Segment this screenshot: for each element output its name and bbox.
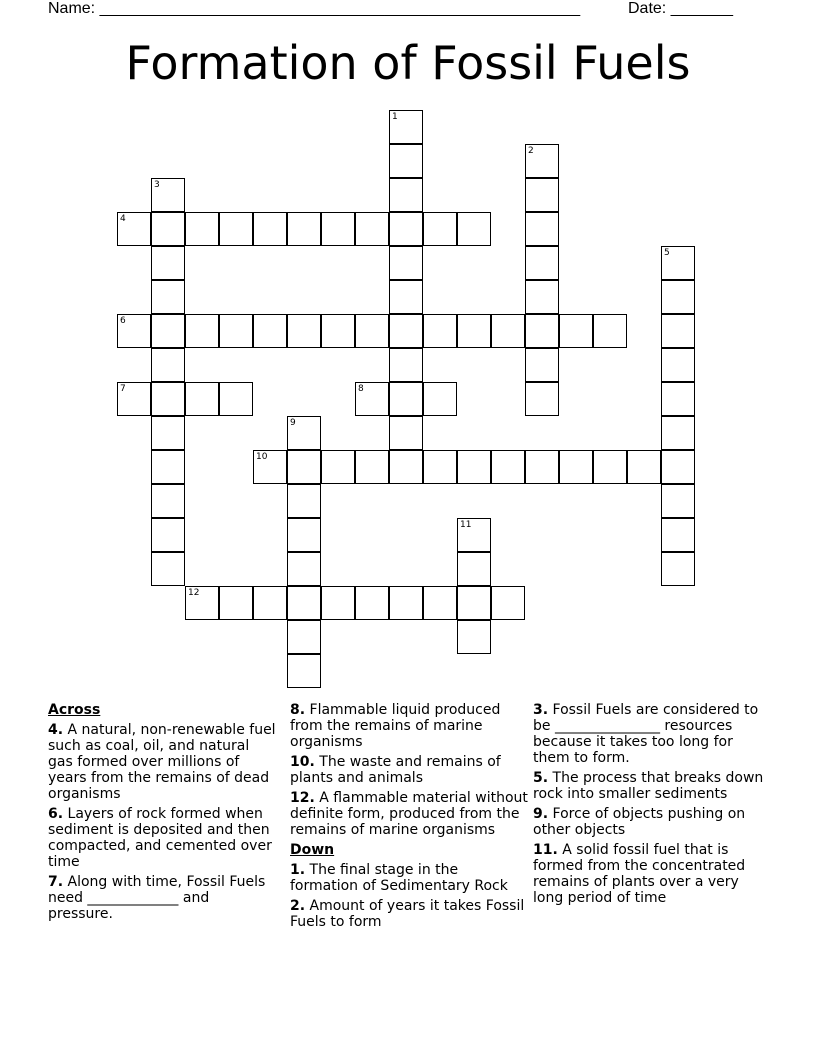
grid-cell[interactable] bbox=[525, 450, 559, 484]
clue-number: 5. bbox=[533, 770, 549, 786]
grid-cell[interactable] bbox=[355, 450, 389, 484]
grid-cell[interactable] bbox=[525, 144, 559, 178]
grid-cell[interactable] bbox=[389, 212, 423, 246]
grid-cell[interactable] bbox=[355, 314, 389, 348]
clue-number: 9. bbox=[533, 806, 549, 822]
grid-cell[interactable] bbox=[355, 212, 389, 246]
clue-down-1 bbox=[290, 862, 528, 894]
grid-cell-number: 3 bbox=[154, 180, 160, 190]
grid-cell[interactable] bbox=[287, 620, 321, 654]
grid-cell[interactable] bbox=[525, 382, 559, 416]
clue-down-2 bbox=[290, 898, 528, 930]
grid-cell[interactable] bbox=[321, 586, 355, 620]
grid-cell[interactable] bbox=[287, 212, 321, 246]
grid-cell-number: 8 bbox=[358, 384, 364, 394]
grid-cell[interactable] bbox=[253, 212, 287, 246]
clue-number: 3. bbox=[533, 702, 549, 718]
grid-cell[interactable] bbox=[661, 518, 695, 552]
grid-cell[interactable] bbox=[151, 212, 185, 246]
grid-cell[interactable] bbox=[185, 314, 219, 348]
across-heading: Across bbox=[48, 702, 101, 718]
clue-number: 12. bbox=[290, 790, 315, 806]
grid-cell[interactable] bbox=[661, 552, 695, 586]
grid-cell[interactable] bbox=[151, 416, 185, 450]
grid-cell-number: 2 bbox=[528, 146, 534, 156]
grid-cell-number: 6 bbox=[120, 316, 126, 326]
grid-cell[interactable] bbox=[559, 314, 593, 348]
grid-cell[interactable] bbox=[389, 586, 423, 620]
grid-cell-number: 7 bbox=[120, 384, 126, 394]
grid-cell[interactable] bbox=[321, 314, 355, 348]
grid-cell[interactable] bbox=[287, 484, 321, 518]
clue-across-4 bbox=[48, 722, 278, 802]
clue-text: Fossil Fuels are considered to be _______________ resources because it takes too long for them to form. bbox=[533, 702, 759, 766]
grid-cell[interactable] bbox=[117, 212, 151, 246]
grid-cell[interactable] bbox=[389, 110, 423, 144]
grid-cell[interactable] bbox=[457, 450, 491, 484]
clue-number: 7. bbox=[48, 874, 64, 890]
grid-cell[interactable] bbox=[525, 314, 559, 348]
grid-cell[interactable] bbox=[355, 382, 389, 416]
grid-cell[interactable] bbox=[389, 382, 423, 416]
grid-cell[interactable] bbox=[117, 314, 151, 348]
grid-cell-number: 4 bbox=[120, 214, 126, 224]
grid-cell[interactable] bbox=[525, 178, 559, 212]
clue-text: The process that breaks down rock into smaller sediments bbox=[533, 770, 764, 802]
clue-number: 10. bbox=[290, 754, 315, 770]
grid-cell[interactable] bbox=[253, 450, 287, 484]
grid-cell[interactable] bbox=[287, 586, 321, 620]
grid-cell[interactable] bbox=[423, 314, 457, 348]
grid-cell[interactable] bbox=[287, 552, 321, 586]
clue-text: A flammable material without definite form, produced from the remains of marine organisms bbox=[290, 790, 528, 838]
grid-cell[interactable] bbox=[185, 382, 219, 416]
grid-cell[interactable] bbox=[661, 280, 695, 314]
grid-cell[interactable] bbox=[457, 552, 491, 586]
grid-cell[interactable] bbox=[389, 348, 423, 382]
grid-cell[interactable] bbox=[627, 450, 661, 484]
clue-text: The final stage in the formation of Sedimentary Rock bbox=[290, 862, 508, 894]
clue-down-5 bbox=[533, 770, 773, 802]
grid-cell[interactable] bbox=[151, 314, 185, 348]
grid-cell[interactable] bbox=[389, 450, 423, 484]
clue-text: Layers of rock formed when sediment is deposited and then compacted, and cemented over time bbox=[48, 806, 272, 870]
grid-cell[interactable] bbox=[593, 450, 627, 484]
grid-cell[interactable] bbox=[661, 416, 695, 450]
grid-cell[interactable] bbox=[151, 348, 185, 382]
grid-cell[interactable] bbox=[661, 348, 695, 382]
grid-cell[interactable] bbox=[661, 382, 695, 416]
grid-cell[interactable] bbox=[151, 518, 185, 552]
grid-cell[interactable] bbox=[355, 586, 389, 620]
grid-cell-number: 9 bbox=[290, 418, 296, 428]
grid-cell[interactable] bbox=[185, 586, 219, 620]
clue-text: A natural, non-renewable fuel such as coal, oil, and natural gas formed over millions of years from the remains of dead organisms bbox=[48, 722, 276, 802]
grid-cell[interactable] bbox=[321, 212, 355, 246]
grid-cell[interactable] bbox=[287, 518, 321, 552]
grid-cell[interactable] bbox=[661, 450, 695, 484]
grid-cell[interactable] bbox=[185, 212, 219, 246]
grid-cell[interactable] bbox=[287, 450, 321, 484]
grid-cell-number: 11 bbox=[460, 520, 472, 530]
grid-cell[interactable] bbox=[423, 212, 457, 246]
clue-across-8 bbox=[290, 702, 528, 750]
clue-text: Flammable liquid produced from the remains of marine organisms bbox=[290, 702, 501, 750]
clue-down-9 bbox=[533, 806, 773, 838]
date-field-label: Date: _______ bbox=[628, 0, 733, 17]
grid-cell[interactable] bbox=[287, 654, 321, 688]
grid-cell[interactable] bbox=[151, 280, 185, 314]
grid-cell[interactable] bbox=[253, 314, 287, 348]
clue-down-3 bbox=[533, 702, 773, 766]
grid-cell[interactable] bbox=[491, 586, 525, 620]
clue-across-10 bbox=[290, 754, 528, 786]
grid-cell[interactable] bbox=[151, 552, 185, 586]
grid-cell[interactable] bbox=[525, 212, 559, 246]
clue-number: 4. bbox=[48, 722, 64, 738]
grid-cell[interactable] bbox=[219, 382, 253, 416]
grid-cell-number: 10 bbox=[256, 452, 268, 462]
clue-number: 6. bbox=[48, 806, 64, 822]
grid-cell[interactable] bbox=[525, 348, 559, 382]
grid-cell[interactable] bbox=[525, 280, 559, 314]
clue-text: A solid fossil fuel that is formed from the concentrated remains of plants over a very long period of time bbox=[533, 842, 746, 906]
grid-cell[interactable] bbox=[389, 416, 423, 450]
clue-text: The waste and remains of plants and animals bbox=[290, 754, 501, 786]
grid-cell[interactable] bbox=[219, 586, 253, 620]
grid-cell[interactable] bbox=[661, 314, 695, 348]
grid-cell[interactable] bbox=[559, 450, 593, 484]
grid-cell[interactable] bbox=[117, 382, 151, 416]
grid-cell[interactable] bbox=[151, 246, 185, 280]
grid-cell[interactable] bbox=[457, 620, 491, 654]
grid-cell[interactable] bbox=[151, 484, 185, 518]
grid-cell[interactable] bbox=[151, 178, 185, 212]
grid-cell[interactable] bbox=[457, 314, 491, 348]
clue-across-12 bbox=[290, 790, 528, 838]
clues-column-3 bbox=[533, 702, 773, 910]
grid-cell[interactable] bbox=[457, 518, 491, 552]
clue-number: 8. bbox=[290, 702, 306, 718]
grid-cell[interactable] bbox=[457, 586, 491, 620]
clue-text: Force of objects pushing on other objects bbox=[533, 806, 746, 838]
grid-cell[interactable] bbox=[389, 280, 423, 314]
clue-text: Along with time, Fossil Fuels need _____________ and pressure. bbox=[48, 874, 266, 922]
grid-cell[interactable] bbox=[287, 314, 321, 348]
grid-cell[interactable] bbox=[423, 382, 457, 416]
grid-cell[interactable] bbox=[253, 586, 287, 620]
grid-cell-number: 12 bbox=[188, 588, 200, 598]
grid-cell[interactable] bbox=[219, 212, 253, 246]
grid-cell[interactable] bbox=[457, 212, 491, 246]
grid-cell[interactable] bbox=[423, 450, 457, 484]
grid-cell[interactable] bbox=[287, 416, 321, 450]
puzzle-title: Formation of Fossil Fuels bbox=[125, 36, 691, 90]
clue-text: Amount of years it takes Fossil Fuels to form bbox=[290, 898, 525, 930]
grid-cell-number: 5 bbox=[664, 248, 670, 258]
clue-number: 2. bbox=[290, 898, 306, 914]
grid-cell-number: 1 bbox=[392, 112, 398, 122]
clues-column-2 bbox=[290, 702, 528, 934]
grid-cell[interactable] bbox=[219, 314, 253, 348]
grid-cell[interactable] bbox=[661, 484, 695, 518]
clue-across-7 bbox=[48, 874, 278, 922]
grid-cell[interactable] bbox=[389, 178, 423, 212]
grid-cell[interactable] bbox=[661, 246, 695, 280]
grid-cell[interactable] bbox=[389, 314, 423, 348]
grid-cell[interactable] bbox=[389, 246, 423, 280]
grid-cell[interactable] bbox=[593, 314, 627, 348]
clue-number: 11. bbox=[533, 842, 558, 858]
grid-cell[interactable] bbox=[423, 586, 457, 620]
grid-cell[interactable] bbox=[525, 246, 559, 280]
clue-number: 1. bbox=[290, 862, 306, 878]
grid-cell[interactable] bbox=[389, 144, 423, 178]
grid-cell[interactable] bbox=[151, 450, 185, 484]
down-heading: Down bbox=[290, 842, 335, 858]
clues-column-1 bbox=[48, 702, 278, 926]
clue-across-6 bbox=[48, 806, 278, 870]
grid-cell[interactable] bbox=[151, 382, 185, 416]
clue-down-11 bbox=[533, 842, 773, 906]
grid-cell[interactable] bbox=[491, 314, 525, 348]
grid-cell[interactable] bbox=[321, 450, 355, 484]
name-field-label: Name: ______________________________________________________ bbox=[48, 0, 581, 17]
grid-cell[interactable] bbox=[491, 450, 525, 484]
